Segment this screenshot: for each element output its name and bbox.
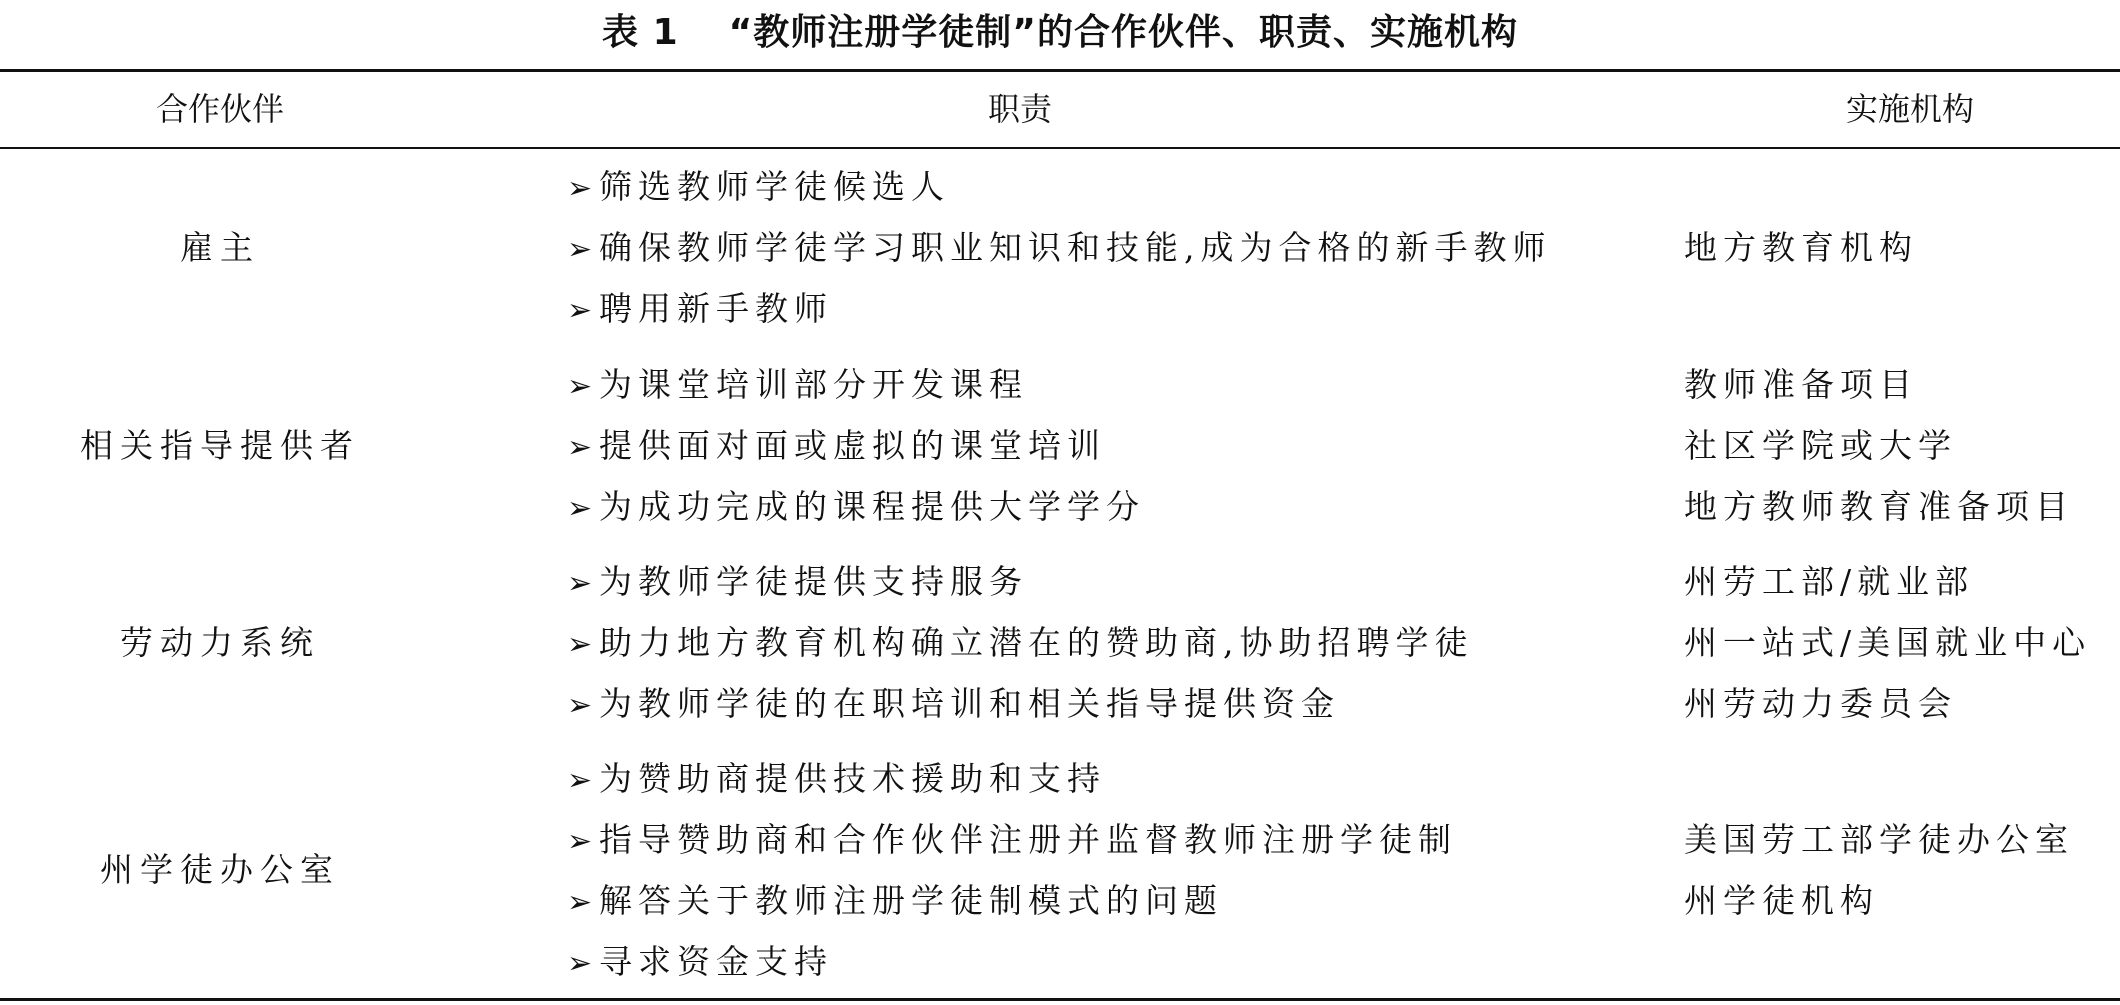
duty-item [567, 476, 1667, 537]
duty-text: 为赞助商提供技术援助和支持 [599, 759, 1106, 798]
org-item: 州一站式/美国就业中心 [1684, 623, 2092, 662]
duty-item [567, 673, 1667, 734]
header-duty: 职责 [987, 90, 1052, 128]
duty-text: 为教师学徒提供支持服务 [599, 562, 1028, 601]
duty-text: 筛选教师学徒候选人 [599, 167, 950, 206]
arrow-bullet-icon: ➢ [567, 232, 593, 267]
duty-item [567, 551, 1667, 612]
org-item: 州劳动力委员会 [1684, 684, 1957, 723]
duty-text: 为课堂培训部分开发课程 [599, 365, 1028, 404]
duty-text: 寻求资金支持 [599, 942, 833, 981]
arrow-bullet-icon: ➢ [567, 763, 593, 798]
org-item [1684, 278, 2120, 339]
org-item: 地方教育机构 [1684, 228, 1918, 267]
duty-item [567, 278, 1667, 339]
duty-text: 聘用新手教师 [599, 289, 833, 328]
org-item: 美国劳工部学徒办公室 [1684, 820, 2074, 859]
arrow-bullet-icon: ➢ [567, 688, 593, 723]
duty-item [567, 870, 1667, 931]
arrow-bullet-icon: ➢ [567, 491, 593, 526]
arrow-bullet-icon: ➢ [567, 824, 593, 859]
arrow-bullet-icon: ➢ [567, 885, 593, 920]
partner-cell: 州学徒办公室 [100, 850, 340, 889]
duty-list [567, 551, 1667, 734]
table-number: 表 1 [602, 12, 679, 53]
duty-item [567, 931, 1667, 992]
duty-text: 助力地方教育机构确立潜在的赞助商,协助招聘学徒 [599, 623, 1474, 662]
header-partner: 合作伙伴 [155, 90, 284, 128]
duty-list [567, 748, 1667, 992]
duty-text: 为教师学徒的在职培训和相关指导提供资金 [599, 684, 1340, 723]
header-org: 实施机构 [1845, 90, 1974, 128]
duty-text: 解答关于教师注册学徒制模式的问题 [599, 881, 1223, 920]
duty-list [567, 156, 1667, 339]
table-caption: “教师注册学徒制”的合作伙伴、职责、实施机构 [728, 12, 1518, 53]
arrow-bullet-icon: ➢ [567, 566, 593, 601]
duty-list [567, 354, 1667, 537]
arrow-bullet-icon: ➢ [567, 946, 593, 981]
table-title [0, 2, 2120, 64]
duty-item [567, 415, 1667, 476]
duty-item [567, 748, 1667, 809]
duty-text: 为成功完成的课程提供大学学分 [599, 487, 1145, 526]
duty-item [567, 217, 1667, 278]
duty-text: 指导赞助商和合作伙伴注册并监督教师注册学徒制 [599, 820, 1457, 859]
org-item: 地方教师教育准备项目 [1684, 487, 2074, 526]
header-rule [0, 147, 2120, 149]
org-item: 州劳工部/就业部 [1684, 562, 1975, 601]
arrow-bullet-icon: ➢ [567, 627, 593, 662]
arrow-bullet-icon: ➢ [567, 171, 593, 206]
duty-item [567, 809, 1667, 870]
arrow-bullet-icon: ➢ [567, 369, 593, 404]
org-item: 教师准备项目 [1684, 365, 1918, 404]
top-rule [0, 69, 2120, 72]
org-item [1684, 156, 2120, 217]
arrow-bullet-icon: ➢ [567, 430, 593, 465]
org-list [1684, 748, 2120, 992]
duty-item [567, 612, 1667, 673]
duty-item [567, 156, 1667, 217]
partner-cell: 相关指导提供者 [80, 426, 360, 465]
arrow-bullet-icon: ➢ [567, 293, 593, 328]
org-list [1684, 156, 2120, 339]
org-item: 州学徒机构 [1684, 881, 1879, 920]
duty-item [567, 354, 1667, 415]
org-list [1684, 551, 2120, 734]
duty-text: 提供面对面或虚拟的课堂培训 [599, 426, 1106, 465]
bottom-rule [0, 998, 2120, 1001]
partner-cell: 劳动力系统 [120, 623, 320, 662]
duty-text: 确保教师学徒学习职业知识和技能,成为合格的新手教师 [599, 228, 1552, 267]
org-item [1684, 748, 2120, 809]
org-item: 社区学院或大学 [1684, 426, 1957, 465]
org-list [1684, 354, 2120, 537]
org-item [1684, 931, 2120, 992]
partner-cell: 雇主 [180, 228, 260, 267]
